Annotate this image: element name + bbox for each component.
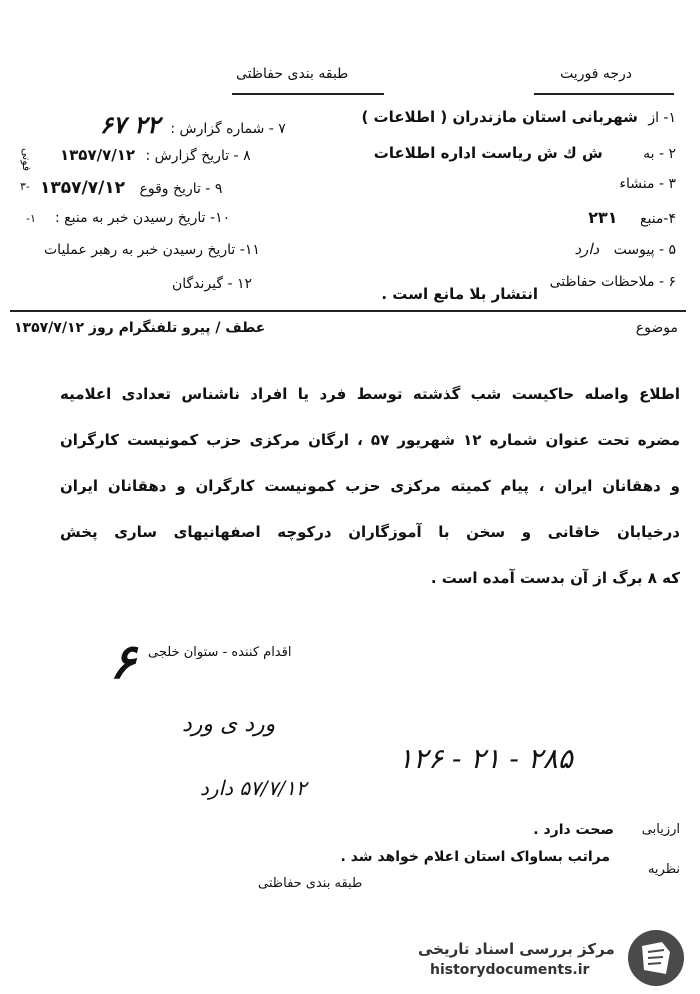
to-value: ش ك ش ریاست اداره اطلاعات xyxy=(373,144,603,162)
body-line-5: که ۸ برگ از آن بدست آمده است . xyxy=(430,569,680,587)
handwritten-initials: ورد ی ورد xyxy=(182,712,276,737)
watermark-url: historydocuments.ir xyxy=(430,962,590,978)
attachment-value: دارد xyxy=(574,240,600,258)
remarks-field xyxy=(550,274,676,290)
classification-label: طبقه بندی حفاظتی xyxy=(236,66,349,82)
subject-label: موضوع xyxy=(635,320,678,336)
from-label: ۱- از xyxy=(648,110,676,126)
form-divider xyxy=(10,310,686,312)
opinion-label: نظریه xyxy=(647,862,680,877)
watermark-title: مرکز بررسی اسناد تاریخی xyxy=(418,940,615,958)
source-label: ۴-منبع xyxy=(640,211,676,227)
attachment-field xyxy=(574,240,676,258)
report-date-value: ۱۳۵۷/۷/۱۲ xyxy=(60,146,136,164)
remarks-label: ۶ - ملاحظات حفاظتی xyxy=(549,274,676,290)
body-line-3: و دهقانان ایران ، پیام کمیته مرکزی حزب کمونیست کارگران و دهقانان ایران xyxy=(60,477,680,495)
event-date-label: ۹ - تاریخ وقوع xyxy=(139,181,223,197)
recipients-label: ۱۲ - گیرندگان xyxy=(172,276,253,292)
body-line-1: اطلاع واصله حاکیست شب گذشته توسط فرد یا افراد ناشناس تعدادی اعلامیه xyxy=(60,385,680,403)
document-icon xyxy=(628,930,684,986)
report-number-field xyxy=(100,110,286,139)
received-source-label: ۱۰- تاریخ رسیدن خبر به منبع : xyxy=(55,210,231,226)
from-field xyxy=(361,108,676,126)
report-date-field xyxy=(60,146,251,164)
source-field xyxy=(588,208,676,227)
event-date-value: ۱۳۵۷/۷/۱۲ xyxy=(40,178,126,198)
event-date-field xyxy=(40,178,222,198)
report-number-value: ۲۲ ۶۷ xyxy=(100,110,160,139)
received-ops-field xyxy=(44,242,260,258)
source-value: ۲۳۱ xyxy=(588,208,618,227)
to-label: ۲ - به xyxy=(643,146,676,162)
urgency-underline xyxy=(534,93,674,95)
urgency-label: درجه فوریت xyxy=(560,66,632,82)
origin-label: ۳ - منشاء xyxy=(619,176,676,192)
recipients-field xyxy=(172,276,252,292)
received-source-note: -۱ xyxy=(26,212,36,225)
handwritten-number: ۱۲۶ - ۲۱ - ۲۸۵ xyxy=(398,742,573,775)
report-date-note: فوتی xyxy=(20,148,33,172)
watermark-logo xyxy=(628,930,684,986)
received-source-field xyxy=(55,210,230,226)
received-ops-label: ۱۱- تاریخ رسیدن خبر به رهبر عملیات xyxy=(44,242,260,258)
handwritten-mark: ۶ xyxy=(110,634,136,690)
event-date-note: ۳- xyxy=(20,180,30,193)
handwritten-date: ۵۷/۷/۱۲ دارد xyxy=(200,776,307,800)
body-line-2: مضره تحت عنوان شماره ۱۲ شهریور ۵۷ ، ارگان مرکزی حزب کمونیست کارگران xyxy=(60,431,681,449)
action-by: اقدام کننده - ستوان خلجی xyxy=(148,645,292,660)
origin-field xyxy=(619,176,676,192)
attachment-label: ۵ - پیوست xyxy=(613,242,676,258)
opinion-value: مراتب بساواک استان اعلام خواهد شد . xyxy=(340,849,610,865)
classification-underline xyxy=(232,93,384,95)
from-value: شهربانی استان مازندران ( اطلاعات ) xyxy=(361,108,638,126)
report-date-label: ۸ - تاریخ گزارش : xyxy=(145,148,251,164)
evaluation-label: ارزیابی xyxy=(641,822,680,837)
subject-reference xyxy=(14,320,265,336)
evaluation-value: صحت دارد . xyxy=(533,822,614,838)
body-line-4: درخیابان خاقانی و سخن با آموزگاران درکوچه اصفهانیهای ساری پخش xyxy=(60,523,680,541)
remarks-value: انتشار بلا مانع است . xyxy=(381,285,538,303)
subject-reference-text: عطف / پیرو تلفنگرام روز ۱۳۵۷/۷/۱۲ xyxy=(14,320,266,336)
footer-classification: طبقه بندی حفاظتی xyxy=(258,876,363,891)
to-field xyxy=(374,144,676,162)
report-number-label: ۷ - شماره گزارش : xyxy=(170,121,286,137)
